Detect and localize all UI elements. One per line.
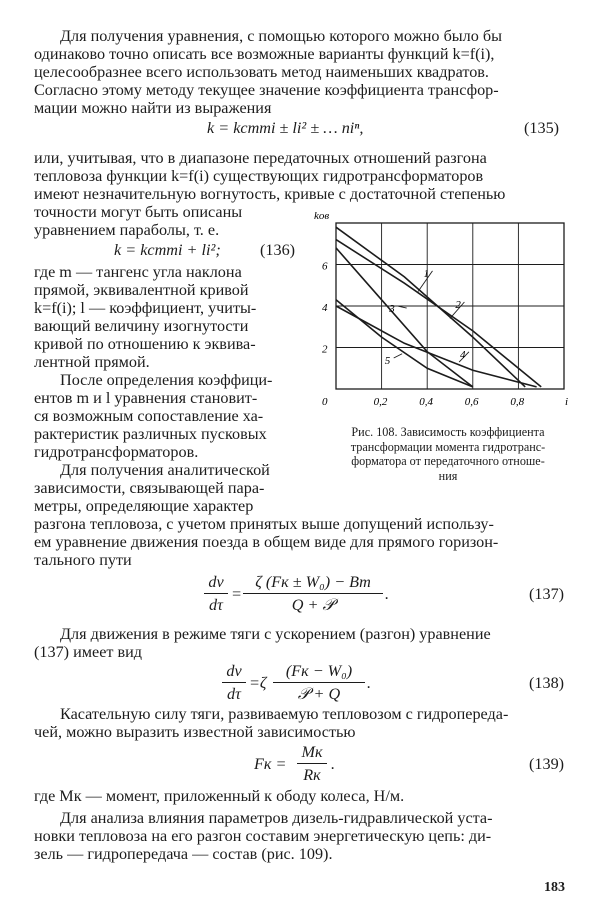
x-tick-label: 0,6 [464, 396, 479, 408]
text-line: ентов m и l уравнения становит- [34, 389, 258, 407]
equation-number: (138) [529, 674, 565, 692]
text-line: где m — тангенс угла наклона [34, 263, 242, 281]
text-line: Согласно этому методу текущее значение коэффициента трансфор- [34, 81, 499, 99]
fraction-bar [204, 593, 228, 594]
eq139-rhs-den: Rк [303, 766, 321, 784]
eq137-lhs-den: dτ [209, 596, 223, 614]
eq138-rhs-num: (Fк − W₀) [285, 662, 353, 680]
text-line: вающий величину изогнутости [34, 317, 249, 335]
curve-label: 3 [389, 303, 395, 316]
text-line: точности могут быть описаны [34, 203, 243, 221]
text-line: тального пути [34, 551, 132, 569]
text-line: новки тепловоза на его разгон составим энергетическую цепь: ди- [34, 827, 492, 845]
curve-4 [336, 306, 537, 387]
caption-line: Рис. 108. Зависимость коэффициента [351, 425, 545, 439]
text-line: рактеристик различных пусковых [34, 425, 267, 443]
curve-label: 1 [423, 267, 429, 280]
text-line: гидротрансформаторов. [34, 443, 199, 461]
curve-1 [336, 240, 541, 387]
text-line: прямой, эквивалентной кривой [34, 281, 249, 299]
equation-135: k = kстmi ± li² ± … niⁿ, [207, 119, 364, 137]
x-tick-label: 0,2 [373, 396, 388, 408]
equation-number: (137) [529, 585, 565, 603]
eq139-lhs: Fк = [254, 755, 287, 773]
x-tick-label: 0,4 [419, 396, 433, 408]
eq139-tail: . [331, 755, 336, 773]
text-line: целесообразнее всего использовать метод наименьших квадратов. [34, 63, 489, 81]
text-line: Для анализа влияния параметров дизель-гидравлической уста- [60, 809, 493, 827]
equation-136: k = kстmi + li²; [114, 241, 221, 259]
equation-number: (139) [529, 755, 565, 773]
text-line: кривой по отношению к эквива- [34, 335, 256, 353]
caption-line: трансформации момента гидротранс- [350, 439, 546, 454]
text-line: чей, можно выразить известной зависимостью [34, 723, 356, 741]
eq137-tail: . [385, 585, 390, 603]
curve-2 [336, 227, 525, 387]
text-line: Касательную силу тяги, развиваемую тепловозом с гидропереда- [60, 705, 509, 723]
curve-label: 4 [459, 348, 466, 361]
text-line: ем уравнение движения поезда в общем виде для прямого горизон- [34, 533, 499, 551]
page-number: 183 [544, 880, 565, 895]
curve-label-leader [394, 354, 402, 358]
eq137-rhs-num: ζ (Fк ± W₀) − Bт [255, 573, 371, 591]
text-line: имеют незначительную вогнутость, кривые с достаточной степенью [34, 185, 506, 203]
text-line: где Mк — момент, приложенный к ободу колеса, Н/м. [34, 787, 405, 805]
text-line: мации можно найти из выражения [34, 99, 272, 117]
eq139-rhs-num: Mк [301, 743, 323, 761]
eq138-lhs-den: dτ [227, 685, 241, 703]
x-tick-label: 0,8 [510, 396, 525, 408]
y-tick-label: 2 [322, 343, 328, 356]
text-line: метры, определяющие характер [34, 497, 254, 515]
text-line: Для получения уравнения, с помощью которого можно было бы [60, 27, 503, 45]
eq138-lhs-num: dv [226, 662, 242, 680]
eq138-equals: =ζ [249, 674, 267, 692]
eq137-rhs-den: Q + 𝒫 [291, 596, 335, 614]
caption-line: форматора от передаточного отноше- [351, 454, 545, 468]
fraction-bar [222, 682, 246, 683]
eq138-tail: . [367, 674, 372, 692]
equation-number: (135) [524, 119, 560, 137]
fraction-bar [297, 763, 327, 764]
equation-number: (136) [260, 241, 296, 259]
curve-label: 5 [384, 355, 391, 368]
eq138-rhs-den: 𝒫 + Q [297, 685, 341, 703]
text-line: k=f(i); l — коэффициент, учиты- [34, 299, 257, 317]
x-axis-label: i [565, 396, 569, 408]
y-tick-label: 6 [322, 260, 328, 273]
curve-label: 2 [455, 299, 461, 311]
text-line: После определения коэффици- [60, 371, 273, 389]
y-tick-label: 4 [322, 302, 328, 314]
figure-108-chart [300, 205, 580, 425]
text-line: (137) имеет вид [34, 643, 143, 661]
text-line: лентной прямой. [34, 353, 150, 371]
text-line: тепловоза функции k=f(i) существующих гидротрансформаторов [34, 167, 484, 185]
text-line: разгона тепловоза, с учетом принятых выше допущений использу- [34, 515, 494, 533]
figure-caption [320, 425, 576, 483]
caption-line: ния [438, 468, 458, 483]
text-line: уравнением параболы, т. е. [34, 221, 220, 239]
text-line: одинаково точно описать все возможные варианты функций k=f(i), [34, 45, 495, 63]
text-line: Для движения в режиме тяги с ускорением (разгон) уравнение [60, 625, 491, 643]
text-line: зель — гидропередача — состав (рис. 109). [34, 845, 333, 863]
y-axis-label: kов [314, 210, 330, 222]
eq137-equals: = [231, 585, 242, 603]
fraction-bar [273, 682, 365, 683]
fraction-bar [243, 593, 383, 594]
eq137-lhs-num: dv [208, 573, 224, 591]
text-line: ся возможным сопоставление ха- [34, 407, 264, 425]
text-line: Для получения аналитической [60, 461, 270, 479]
text-line: или, учитывая, что в диапазоне передаточных отношений разгона [34, 149, 487, 167]
text-line: зависимости, связывающей пара- [34, 479, 265, 497]
x-tick-label: 0 [322, 396, 328, 408]
